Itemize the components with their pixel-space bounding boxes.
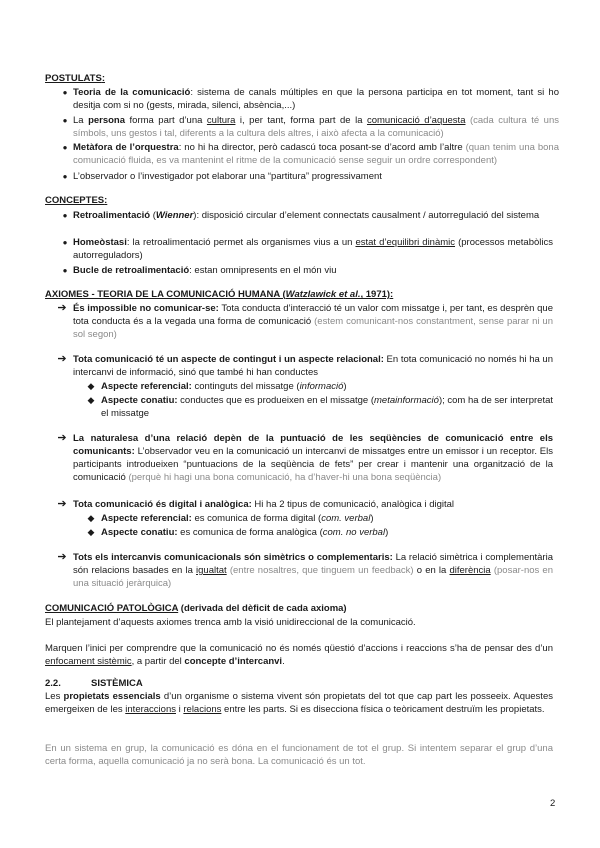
- axiom-subitem: Aspecte conatiu: conductes que es produeixen en el missatge (metainformació); com ha de ser interpretat el missatge: [101, 395, 554, 419]
- axiom-item: Tota comunicació és digital i analògica: Hi ha 2 tipus de comunicació, analògica i digital: [73, 499, 455, 510]
- page-number: 2: [550, 798, 556, 809]
- arrow-icon: ➔: [57, 302, 67, 314]
- concepte-item: Bucle de retroalimentació: estan omnipresents en el món viu: [73, 265, 337, 276]
- postulat-item: Metàfora de l’orquestra: no hi ha director, però cadascú toca posant-se d’acord amb l’altre (quan tenim una bona comunicació fluida, es va mantenint el ritme de la comunicació sense seguir un ordre correspondent): [73, 142, 559, 166]
- arrow-icon: ➔: [57, 551, 67, 563]
- diamond-icon: ◆: [87, 381, 95, 391]
- axiom-item: Tots els intercanvis comunicacionals són simètrics o complementaris: La relació simètrica i complementària són relacions basades en la igualtat (entre nosaltres, que tinguem un feedback) o en la diferència (posar-nos en una situació jeràrquica): [73, 552, 553, 589]
- axiomes-heading: AXIOMES - TEORIA DE LA COMUNICACIÓ HUMANA (Watzlawick et al., 1971):: [45, 289, 394, 300]
- arrow-icon: ➔: [57, 498, 67, 510]
- postulat-item: La persona forma part d’una cultura i, per tant, forma part de la comunicació d’aquesta (cada cultura té uns símbols, uns gestos i tal, diferents a la cultura dels altres, i això afecta a la comunicació): [73, 115, 559, 139]
- diamond-icon: ◆: [87, 513, 95, 523]
- bullet-icon: ●: [62, 88, 68, 97]
- bullet-icon: ●: [62, 238, 68, 247]
- concepte-item: Homeòstasi: la retroalimentació permet als organismes vius a un estat d’equilibri dinàmic (processos metabòlics autorreguladors): [73, 237, 553, 261]
- patologica-paragraph-2: Marquen l’inici per comprendre que la comunicació no és només qüestió d’accions i reaccions s’ha de pensar des d’un enfocament sistèmic, a partir del concepte d’intercanvi.: [45, 643, 553, 667]
- bullet-icon: ●: [62, 266, 68, 275]
- conceptes-heading: CONCEPTES:: [45, 195, 108, 206]
- sistemica-paragraph-1: Les propietats essencials d’un organisme o sistema vivent són propietats del tot que cap part les posseeix. Aquestes emergeixen de les interaccions i relacions entre les parts. Si es disecciona física o teòricament destruïm les propietats.: [45, 691, 553, 715]
- diamond-icon: ◆: [87, 395, 95, 405]
- postulats-heading: POSTULATS:: [45, 73, 105, 84]
- bullet-icon: ●: [62, 172, 68, 181]
- bullet-icon: ●: [62, 211, 68, 220]
- sistemica-paragraph-2: En un sistema en grup, la comunicació es dóna en el funcionament de tot el grup. Si intentem separar el grup d’una certa forma, aquella comunicació ja no serà bona. La comunicació és un tot.: [45, 743, 553, 767]
- postulat-item: Teoria de la comunicació: sistema de canals múltiples en que la persona participa en tot moment, tant si ho desitja com si no (gests, mirada, silenci, absència,...): [73, 87, 559, 111]
- bullet-icon: ●: [62, 143, 68, 152]
- axiom-item: La naturalesa d’una relació depèn de la puntuació de les seqüències de comunicació entre els comunicants: L’observador veu en la comunicació un intercanvi de missatges entre un emissor i un receptor. Els participants introdueixen “puntuacions de la seqüència de fets” per crear i mantenir una organització de la comunicació (perquè hi hagi una bona comunicació, ha d’haver-hi una bona seqüència): [73, 433, 553, 483]
- postulat-item: L’observador o l’investigador pot elaborar una “partitura” progressivament: [73, 171, 382, 182]
- arrow-icon: ➔: [57, 353, 67, 365]
- diamond-icon: ◆: [87, 527, 95, 537]
- axiom-subitem: Aspecte referencial: es comunica de forma digital (com. verbal): [101, 513, 374, 524]
- axiom-subitem: Aspecte conatiu: es comunica de forma analògica (com. no verbal): [101, 527, 389, 538]
- axiom-subitem: Aspecte referencial: continguts del missatge (informació): [101, 381, 347, 392]
- bullet-icon: ●: [62, 116, 68, 125]
- section-heading: 2.2. SISTÈMICA: [45, 678, 143, 689]
- arrow-icon: ➔: [57, 432, 67, 444]
- concepte-item: Retroalimentació (Wienner): disposició circular d’element connectats causalment / autorregulació del sistema: [73, 210, 540, 221]
- axiom-item: És impossible no comunicar-se: Tota conducta d’interacció té un valor com missatge i, per tant, es desprèn que tota conducta és a la vegada una forma de comunicació (estem comunicant-nos constantment, sense parar ni un sol segon): [73, 303, 553, 340]
- patologica-heading: COMUNICACIÓ PATOLÒGICA (derivada del dèficit de cada axioma): [45, 603, 347, 614]
- patologica-paragraph-1: El plantejament d’aquests axiomes trenca amb la visió unidireccional de la comunicació.: [45, 617, 416, 628]
- axiom-item: Tota comunicació té un aspecte de contingut i un aspecte relacional: En tota comunicació no només hi ha un intercanvi de informació, sinó que també hi han conductes: [73, 354, 553, 378]
